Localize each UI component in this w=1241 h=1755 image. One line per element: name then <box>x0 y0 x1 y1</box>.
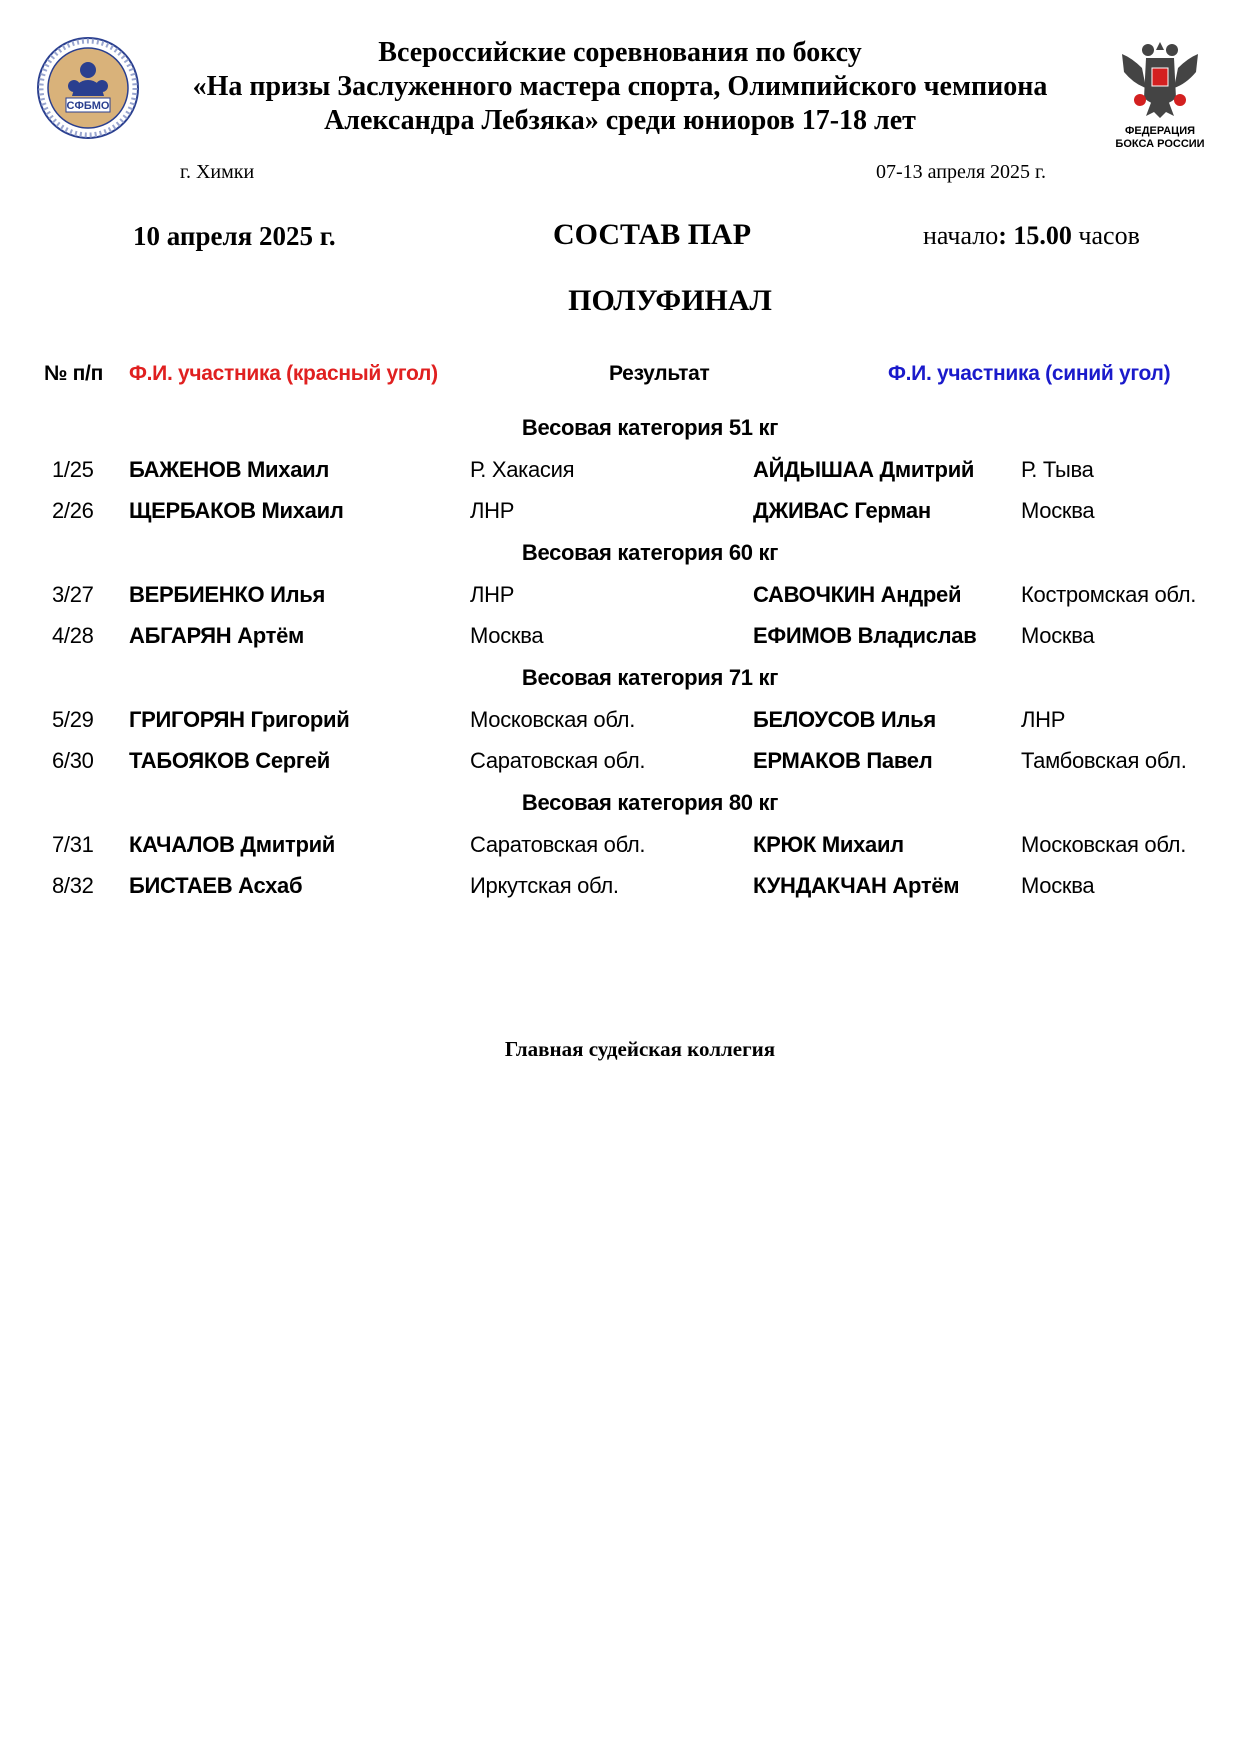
blue-boxer-name: ЕРМАКОВ Павел <box>753 748 933 773</box>
start-unit: часов <box>1071 221 1140 250</box>
weight-category: Весовая категория 71 кг <box>521 665 779 690</box>
bout-number: 6/30 <box>52 748 94 773</box>
sfbmo-emblem-icon <box>36 36 140 140</box>
blue-boxer-name: БЕЛОУСОВ Илья <box>753 707 936 732</box>
session-date: 10 апреля 2025 г. <box>133 221 336 251</box>
blue-boxer-region: Р. Тыва <box>1021 457 1094 482</box>
bout-row <box>0 705 1241 735</box>
bout-number: 5/29 <box>52 707 94 732</box>
col-red-header: Ф.И. участника (красный угол) <box>129 362 438 385</box>
red-boxer-region: Московская обл. <box>470 707 636 732</box>
title-line-1: Всероссийские соревнования по боксу <box>378 37 862 68</box>
stage-title: ПОЛУФИНАЛ <box>568 284 772 317</box>
bout-number: 2/26 <box>52 498 94 523</box>
event-title <box>150 36 1090 138</box>
bout-row <box>0 580 1241 610</box>
blue-boxer-region: Москва <box>1021 498 1095 523</box>
red-boxer-name: ТАБОЯКОВ Сергей <box>129 748 330 773</box>
blue-boxer-name: САВОЧКИН Андрей <box>753 582 962 607</box>
col-num-header: № п/п <box>44 362 103 385</box>
red-boxer-region: ЛНР <box>470 498 515 523</box>
blue-boxer-name: ДЖИВАС Герман <box>753 498 931 523</box>
weight-category: Весовая категория 60 кг <box>521 540 779 565</box>
bout-number: 3/27 <box>52 582 94 607</box>
red-boxer-region: Саратовская обл. <box>470 748 646 773</box>
red-boxer-region: Москва <box>470 623 544 648</box>
double-headed-eagle-icon <box>1112 28 1208 124</box>
chief-judges-panel: Главная судейская коллегия <box>504 1037 776 1061</box>
blue-boxer-region: ЛНР <box>1021 707 1066 732</box>
bout-number: 1/25 <box>52 457 94 482</box>
fbr-logo <box>1112 28 1208 152</box>
bout-row <box>0 496 1241 526</box>
red-boxer-region: ЛНР <box>470 582 515 607</box>
bout-number: 8/32 <box>52 873 94 898</box>
col-result-header: Результат <box>609 362 710 385</box>
red-boxer-name: ВЕРБИЕНКО Илья <box>129 582 326 607</box>
city: г. Химки <box>180 161 255 183</box>
weight-category: Весовая категория 51 кг <box>521 415 779 440</box>
title-line-2: «На призы Заслуженного мастера спорта, Олимпийского чемпиона <box>192 71 1048 102</box>
fbr-logo-text: ФЕДЕРАЦИЯ БОКСА РОССИИ <box>1115 125 1205 150</box>
red-boxer-name: КАЧАЛОВ Дмитрий <box>129 832 336 857</box>
blue-boxer-region: Москва <box>1021 873 1095 898</box>
start-label: начало <box>923 221 999 250</box>
bout-row <box>0 746 1241 776</box>
sfbmo-logo <box>36 36 140 140</box>
bout-row <box>0 871 1241 901</box>
bout-row <box>0 830 1241 860</box>
red-boxer-region: Р. Хакасия <box>470 457 575 482</box>
blue-boxer-region: Москва <box>1021 623 1095 648</box>
red-boxer-name: АБГАРЯН Артём <box>129 623 305 648</box>
red-boxer-name: БИСТАЕВ Асхаб <box>129 873 303 898</box>
pairs-heading: СОСТАВ ПАР <box>553 218 752 251</box>
col-blue-header: Ф.И. участника (синий угол) <box>888 362 1171 385</box>
blue-boxer-region: Костромская обл. <box>1021 582 1197 607</box>
weight-category: Весовая категория 80 кг <box>521 790 779 815</box>
sfbmo-logo-text: СФБМО <box>66 100 110 112</box>
blue-boxer-name: ЕФИМОВ Владислав <box>753 623 977 648</box>
red-boxer-name: ЩЕРБАКОВ Михаил <box>129 498 344 523</box>
bout-row <box>0 455 1241 485</box>
red-boxer-region: Саратовская обл. <box>470 832 646 857</box>
bout-number: 7/31 <box>52 832 94 857</box>
blue-boxer-region: Тамбовская обл. <box>1021 748 1187 773</box>
blue-boxer-name: КУНДАКЧАН Артём <box>753 873 960 898</box>
start-time <box>923 219 1140 253</box>
blue-boxer-name: АЙДЫШАА Дмитрий <box>753 457 975 482</box>
red-boxer-region: Иркутская обл. <box>470 873 619 898</box>
red-boxer-name: ГРИГОРЯН Григорий <box>129 707 350 732</box>
start-time-value: : 15.00 <box>998 221 1072 250</box>
red-boxer-name: БАЖЕНОВ Михаил <box>129 457 330 482</box>
blue-boxer-name: КРЮК Михаил <box>753 832 904 857</box>
bout-row <box>0 621 1241 651</box>
blue-boxer-region: Московская обл. <box>1021 832 1187 857</box>
bout-number: 4/28 <box>52 623 94 648</box>
title-line-3: Александра Лебзяка» среди юниоров 17-18 лет <box>324 105 916 136</box>
event-dates: 07-13 апреля 2025 г. <box>876 161 1046 183</box>
